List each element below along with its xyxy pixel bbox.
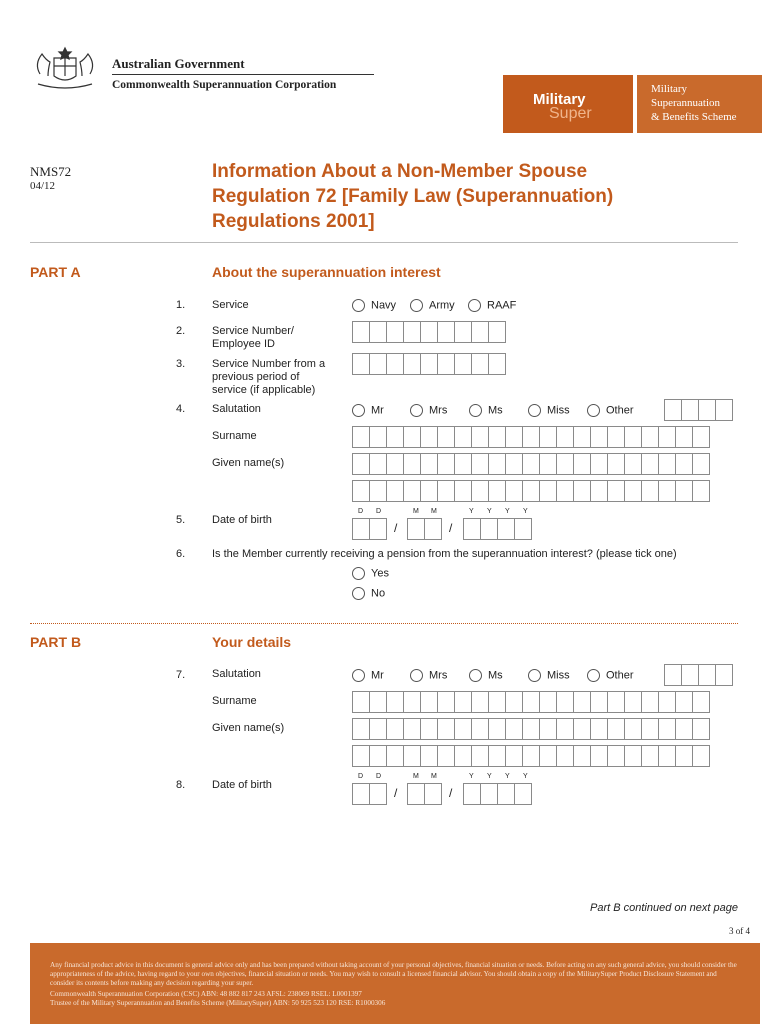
character-cell[interactable] [471,353,489,375]
option-label: Ms [488,669,503,682]
dob-day[interactable] [352,783,387,805]
date-separator: / [394,786,398,800]
month-label: M [431,773,437,780]
character-cell[interactable] [675,426,693,448]
month-label: M [431,508,437,515]
character-cell[interactable] [624,480,642,502]
scheme-line-1: Military [651,83,688,95]
q5-number: 5. [176,514,186,526]
character-cell[interactable] [488,745,506,767]
character-cell[interactable] [505,453,523,475]
character-cell[interactable] [624,745,642,767]
character-cell[interactable] [403,691,421,713]
character-cell[interactable] [573,745,591,767]
scheme-line-2: Superannuation [651,97,721,109]
character-cell[interactable] [522,691,540,713]
q3-label: Service Number from a previous period of service (if applicable) [212,358,326,396]
other-salutation-input[interactable] [664,399,733,421]
radio-mr[interactable] [352,404,384,417]
character-cell[interactable] [488,691,506,713]
option-label: No [371,587,386,600]
given-name-input[interactable] [352,718,710,740]
character-cell[interactable] [590,718,608,740]
character-cell[interactable] [437,691,455,713]
option-label: RAAF [487,299,517,312]
character-cell[interactable] [590,426,608,448]
character-cell[interactable] [454,691,472,713]
character-cell[interactable] [369,518,387,540]
character-cell[interactable] [424,518,442,540]
character-cell[interactable] [352,518,370,540]
year-label: Y [505,773,510,780]
q8-number: 8. [176,779,186,791]
radio-circle [352,404,365,417]
character-cell[interactable] [556,426,574,448]
character-cell[interactable] [522,480,540,502]
character-cell[interactable] [607,718,625,740]
character-cell[interactable] [658,745,676,767]
day-label: D [358,508,364,515]
character-cell[interactable] [386,480,404,502]
character-cell[interactable] [352,783,370,805]
character-cell[interactable] [658,480,676,502]
q4-label: Salutation [212,403,261,415]
radio-circle [528,404,541,417]
character-cell[interactable] [505,745,523,767]
character-cell[interactable] [420,453,438,475]
character-cell[interactable] [675,691,693,713]
radio-ms[interactable] [469,404,503,417]
q7-label: Salutation [212,668,261,680]
character-cell[interactable] [692,718,710,740]
part-a-heading: About the superannuation interest [212,264,441,280]
page-number: 3 of 4 [729,926,750,936]
character-cell[interactable] [454,426,472,448]
radio-other[interactable] [587,404,634,417]
dob-month[interactable] [407,783,442,805]
character-cell[interactable] [539,426,557,448]
character-cell[interactable] [369,480,387,502]
character-cell[interactable] [424,783,442,805]
dob-year[interactable] [463,783,532,805]
radio-circle [469,404,482,417]
character-cell[interactable] [369,426,387,448]
character-cell[interactable] [352,426,370,448]
option-label: Ms [488,404,503,417]
character-cell[interactable] [352,321,370,343]
option-label: Yes [371,567,389,580]
character-cell[interactable] [522,453,540,475]
other-salutation-input[interactable] [664,664,733,686]
character-cell[interactable] [488,353,506,375]
year-label: Y [523,508,528,515]
military-super-logo [503,75,633,133]
radio-circle [528,669,541,682]
character-cell[interactable] [556,718,574,740]
character-cell[interactable] [664,399,682,421]
character-cell[interactable] [488,480,506,502]
part-a-label: PART A [30,264,81,280]
character-cell[interactable] [590,691,608,713]
radio-circle [352,587,365,600]
character-cell[interactable] [437,480,455,502]
character-cell[interactable] [539,480,557,502]
year-label: Y [469,508,474,515]
character-cell[interactable] [488,718,506,740]
character-cell[interactable] [471,480,489,502]
character-cell[interactable] [471,453,489,475]
radio-circle [352,669,365,682]
character-cell[interactable] [681,399,699,421]
character-cell[interactable] [692,691,710,713]
q6-label: Is the Member currently receiving a pension from the superannuation interest? (please tick one) [212,548,677,560]
character-cell[interactable] [463,783,481,805]
dob-month[interactable] [407,518,442,540]
radio-mrs[interactable] [410,404,447,417]
q5-label: Date of birth [212,514,272,526]
character-cell[interactable] [352,453,370,475]
character-cell[interactable] [539,745,557,767]
character-cell[interactable] [403,745,421,767]
option-label: Army [429,299,455,312]
character-cell[interactable] [420,321,438,343]
character-cell[interactable] [454,745,472,767]
character-cell[interactable] [590,453,608,475]
radio-ms[interactable] [469,669,503,682]
year-label: Y [469,773,474,780]
month-label: M [413,773,419,780]
surname-label: Surname [212,430,257,442]
continued-note: Part B continued on next page [590,902,738,914]
character-cell[interactable] [522,718,540,740]
year-label: Y [487,773,492,780]
character-cell[interactable] [369,718,387,740]
option-label: Mr [371,669,384,682]
radio-circle [468,299,481,312]
character-cell[interactable] [715,399,733,421]
character-cell[interactable] [471,691,489,713]
character-cell[interactable] [539,691,557,713]
q2-label: Service Number/ Employee ID [212,325,294,350]
character-cell[interactable] [420,718,438,740]
character-cell[interactable] [471,426,489,448]
character-cell[interactable] [480,783,498,805]
character-cell[interactable] [403,353,421,375]
character-cell[interactable] [352,745,370,767]
form-title-1: Information About a Non-Member Spouse [212,161,588,182]
character-cell[interactable] [403,426,421,448]
character-cell[interactable] [437,321,455,343]
title-rule [30,242,738,243]
option-label: Other [606,669,634,682]
given-name-label: Given name(s) [212,722,285,734]
character-cell[interactable] [403,321,421,343]
character-cell[interactable] [386,353,404,375]
character-cell[interactable] [624,426,642,448]
character-cell[interactable] [607,745,625,767]
character-cell[interactable] [624,691,642,713]
radio-mr[interactable] [352,669,384,682]
gov-title: Australian Government [112,56,245,71]
radio-no[interactable] [352,587,385,600]
part-b-heading: Your details [212,634,292,650]
character-cell[interactable] [692,453,710,475]
character-cell[interactable] [386,426,404,448]
dob-day[interactable] [352,518,387,540]
radio-other[interactable] [587,669,634,682]
scheme-line-3: & Benefits Scheme [651,111,737,123]
character-cell[interactable] [607,426,625,448]
part-b-label: PART B [30,634,82,650]
footer-disclaimer [30,943,760,1024]
character-cell[interactable] [641,718,659,740]
character-cell[interactable] [403,718,421,740]
character-cell[interactable] [471,718,489,740]
character-cell[interactable] [463,518,481,540]
radio-circle [410,299,423,312]
character-cell[interactable] [403,453,421,475]
previous-service-number-input[interactable] [352,353,506,375]
section-divider [30,623,738,624]
logo-sub: Super [549,105,592,122]
character-cell[interactable] [698,664,716,686]
character-cell[interactable] [573,453,591,475]
radio-circle [587,669,600,682]
q1-label: Service [212,299,249,311]
form-code: NMS72 [30,164,72,179]
character-cell[interactable] [675,745,693,767]
q8-label: Date of birth [212,779,272,791]
day-label: D [376,773,382,780]
character-cell[interactable] [675,718,693,740]
character-cell[interactable] [420,426,438,448]
given-name-input-2[interactable] [352,480,710,502]
character-cell[interactable] [641,480,659,502]
radio-circle [587,404,600,417]
character-cell[interactable] [369,321,387,343]
character-cell[interactable] [454,453,472,475]
character-cell[interactable] [420,480,438,502]
character-cell[interactable] [556,480,574,502]
character-cell[interactable] [556,453,574,475]
character-cell[interactable] [715,664,733,686]
year-label: Y [505,508,510,515]
radio-yes[interactable] [352,567,389,580]
radio-raaf[interactable] [468,299,516,312]
character-cell[interactable] [420,691,438,713]
character-cell[interactable] [675,480,693,502]
year-label: Y [523,773,528,780]
radio-circle [410,669,423,682]
character-cell[interactable] [369,353,387,375]
character-cell[interactable] [454,718,472,740]
character-cell[interactable] [352,718,370,740]
given-name-input-2[interactable] [352,745,710,767]
character-cell[interactable] [437,718,455,740]
scheme-panel [637,75,762,133]
character-cell[interactable] [497,518,515,540]
divider [112,74,374,75]
character-cell[interactable] [692,480,710,502]
character-cell[interactable] [386,718,404,740]
character-cell[interactable] [675,453,693,475]
character-cell[interactable] [505,426,523,448]
character-cell[interactable] [556,691,574,713]
radio-circle [410,404,423,417]
character-cell[interactable] [681,664,699,686]
radio-circle [352,567,365,580]
q3-number: 3. [176,358,186,370]
character-cell[interactable] [607,691,625,713]
character-cell[interactable] [437,745,455,767]
q4-number: 4. [176,403,186,415]
character-cell[interactable] [514,783,532,805]
character-cell[interactable] [454,321,472,343]
disclaimer-text: Any financial product advice in this document is general advice only and has been prepared without taking account of your personal objectives, financial situation or needs. Before acting on any such general advice, you should consider the appropriateness of the advice, having regard to your own objectives, financial situation or needs. You may wish to consult a licensed financial advisor. You should obtain a copy of the MilitarySuper Product Disclosure Statement and consider its contents before making any decision regarding your super. [50,961,737,987]
character-cell[interactable] [454,353,472,375]
character-cell[interactable] [386,321,404,343]
option-label: Mrs [429,404,448,417]
character-cell[interactable] [386,691,404,713]
form-date: 04/12 [30,180,56,192]
character-cell[interactable] [352,480,370,502]
date-separator: / [394,521,398,535]
surname-input[interactable] [352,691,710,713]
dob-year[interactable] [463,518,532,540]
character-cell[interactable] [437,426,455,448]
character-cell[interactable] [403,480,421,502]
character-cell[interactable] [488,321,506,343]
character-cell[interactable] [658,718,676,740]
character-cell[interactable] [658,453,676,475]
character-cell[interactable] [698,399,716,421]
service-number-input[interactable] [352,321,506,343]
character-cell[interactable] [641,426,659,448]
character-cell[interactable] [488,453,506,475]
option-label: Other [606,404,634,417]
character-cell[interactable] [407,518,425,540]
dob-field[interactable] [352,773,542,809]
option-label: Miss [547,404,570,417]
radio-mrs[interactable] [410,669,447,682]
character-cell[interactable] [352,353,370,375]
trustee-info: Trustee of the Military Superannuation and Benefits Scheme (MilitarySuper) ABN: 50 925 523 120 RSE: R1000306 [50,999,386,1007]
character-cell[interactable] [573,480,591,502]
day-label: D [376,508,382,515]
radio-circle [352,299,365,312]
radio-army[interactable] [410,299,455,312]
option-label: Mrs [429,669,448,682]
year-label: Y [487,508,492,515]
given-name-input[interactable] [352,453,710,475]
character-cell[interactable] [607,453,625,475]
character-cell[interactable] [590,480,608,502]
character-cell[interactable] [454,480,472,502]
character-cell[interactable] [522,426,540,448]
logo-main: Military [533,91,586,108]
character-cell[interactable] [505,691,523,713]
character-cell[interactable] [497,783,515,805]
character-cell[interactable] [573,718,591,740]
character-cell[interactable] [641,453,659,475]
character-cell[interactable] [556,745,574,767]
option-label: Miss [547,669,570,682]
character-cell[interactable] [420,353,438,375]
character-cell[interactable] [573,691,591,713]
character-cell[interactable] [624,453,642,475]
character-cell[interactable] [607,480,625,502]
character-cell[interactable] [386,745,404,767]
character-cell[interactable] [369,783,387,805]
character-cell[interactable] [505,480,523,502]
character-cell[interactable] [522,745,540,767]
character-cell[interactable] [505,718,523,740]
character-cell[interactable] [658,426,676,448]
character-cell[interactable] [488,426,506,448]
character-cell[interactable] [420,745,438,767]
date-separator: / [449,521,453,535]
form-title-3: Regulations 2001] [212,211,375,232]
radio-miss[interactable] [528,404,570,417]
csc-info: Commonwealth Superannuation Corporation (CSC) ABN: 48 882 817 243 AFSL: 238069 RSEL: L0001397 [50,990,362,998]
radio-navy[interactable] [352,299,396,312]
character-cell[interactable] [352,691,370,713]
surname-label: Surname [212,695,257,707]
q7-number: 7. [176,669,186,681]
day-label: D [358,773,364,780]
gov-subtitle: Commonwealth Superannuation Corporation [112,79,337,91]
dob-field[interactable] [352,508,542,544]
character-cell[interactable] [369,453,387,475]
q1-number: 1. [176,299,186,311]
option-label: Navy [371,299,397,312]
character-cell[interactable] [369,691,387,713]
character-cell[interactable] [692,426,710,448]
character-cell[interactable] [641,745,659,767]
character-cell[interactable] [437,353,455,375]
character-cell[interactable] [471,321,489,343]
character-cell[interactable] [573,426,591,448]
form-title-2: Regulation 72 [Family Law (Superannuation) [212,186,614,207]
character-cell[interactable] [624,718,642,740]
character-cell[interactable] [514,518,532,540]
character-cell[interactable] [437,453,455,475]
coat-of-arms-icon [30,44,100,94]
character-cell[interactable] [664,664,682,686]
character-cell[interactable] [369,745,387,767]
option-label: Mr [371,404,384,417]
q2-number: 2. [176,325,186,337]
character-cell[interactable] [658,691,676,713]
character-cell[interactable] [539,718,557,740]
character-cell[interactable] [471,745,489,767]
character-cell[interactable] [407,783,425,805]
character-cell[interactable] [692,745,710,767]
given-name-label: Given name(s) [212,457,285,469]
character-cell[interactable] [539,453,557,475]
radio-circle [469,669,482,682]
radio-miss[interactable] [528,669,570,682]
q6-number: 6. [176,548,186,560]
character-cell[interactable] [480,518,498,540]
character-cell[interactable] [641,691,659,713]
character-cell[interactable] [590,745,608,767]
character-cell[interactable] [386,453,404,475]
surname-input[interactable] [352,426,710,448]
month-label: M [413,508,419,515]
date-separator: / [449,786,453,800]
